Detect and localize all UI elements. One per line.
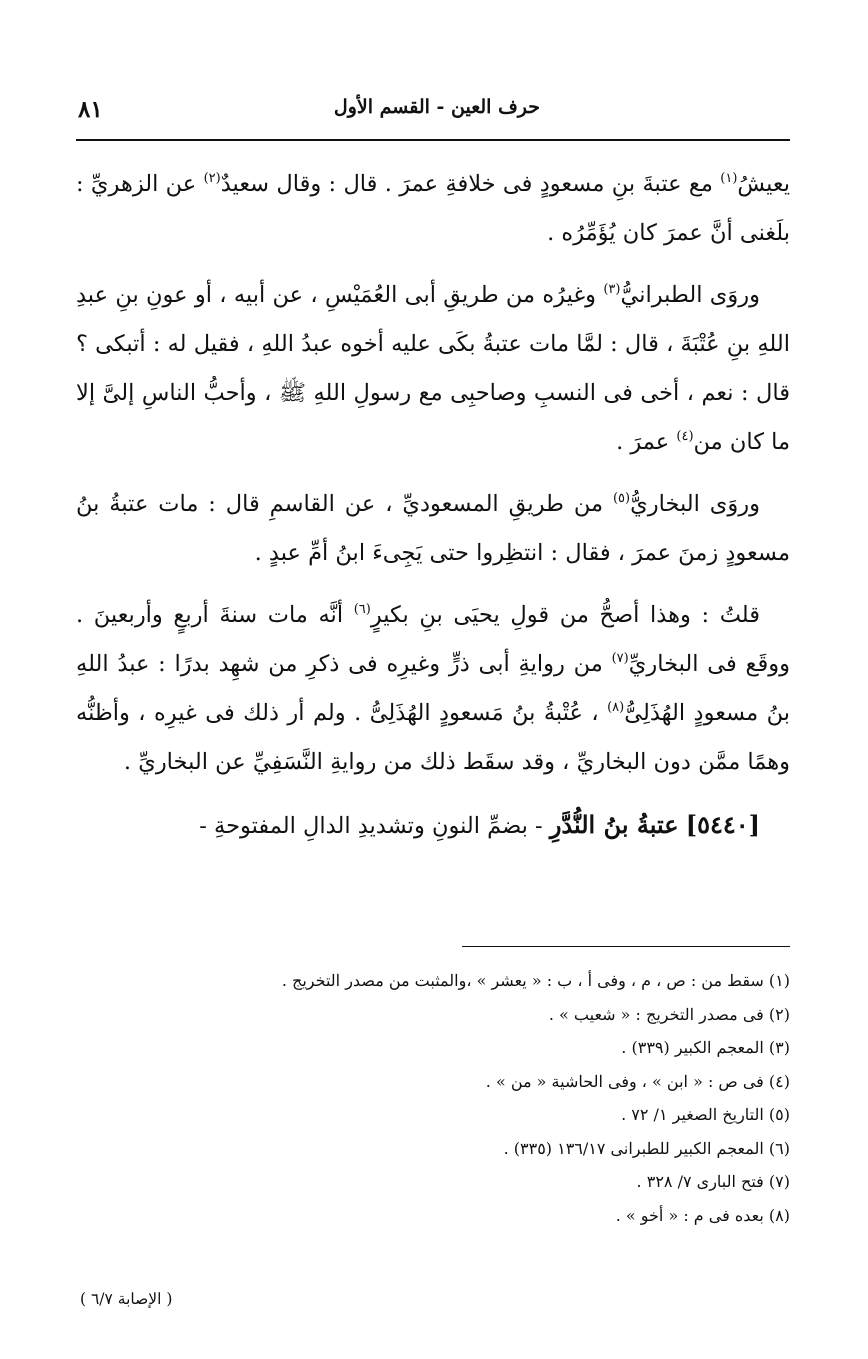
- text-run: عمرَ .: [616, 429, 677, 455]
- footnote-1: (١) سقط من : ص ، م ، وفى أ ، ب : « يعشر » ،والمثبت من مصدر التخريج .: [281, 971, 790, 990]
- text-run: يعيشُ: [737, 171, 790, 197]
- text-run: من طريقِ المسعوديِّ ، عن القاسمِ قال : مات عتبةُ بنُ مسعودٍ زمنَ عمرَ ، فقال : انتظِروا حتى يَجِىءَ ابنُ أمِّ عبدٍ .: [76, 491, 790, 566]
- paragraph-4: [76, 591, 790, 787]
- page-signature: ( الإصابة ٦/٧ ): [80, 1290, 173, 1308]
- footnote-ref-3[interactable]: (٣): [603, 282, 621, 297]
- running-title: حرف العين - القسم الأول: [333, 96, 540, 118]
- footnote-ref-5[interactable]: (٥): [612, 491, 631, 506]
- page-header: [76, 92, 790, 132]
- footnote-ref-2[interactable]: (٢): [203, 171, 221, 186]
- text-run: من روايةِ أبى ذرٍّ وغيرِه فى ذكرِ من شهِد بدرًا : عبدُ اللهِ بنُ مسعودٍ الهُذَلِىُّ: [76, 651, 790, 726]
- footnote-ref-4[interactable]: (٤): [676, 429, 694, 444]
- text-run: مع عتبةَ بنِ مسعودٍ فى خلافةِ عمرَ . قال : وقال سعيدٌ: [220, 171, 721, 197]
- text-run: قلتُ : وهذا أصحُّ من قولِ يحيَى بنِ بكيرٍ: [370, 602, 760, 628]
- entry-note: - بضمِّ النونِ وتشديدِ الدالِ المفتوحةِ -: [199, 813, 550, 839]
- header-rule: [76, 139, 790, 141]
- footnote-ref-6[interactable]: (٦): [353, 602, 371, 617]
- paragraph-2: [76, 271, 790, 467]
- entry-name: عتبةُ بنُ النُّدَّرِ: [549, 810, 679, 839]
- footnote-7: (٧) فتح البارى ٧/ ٣٢٨ .: [636, 1172, 790, 1191]
- footnote-separator: [462, 946, 790, 947]
- text-run: أنَّه مات سنةَ أربعٍ وأربعينَ . ووقَع فى البخاريِّ: [76, 602, 791, 677]
- entry-number: [٥٤٤٠]: [685, 810, 760, 839]
- footnote-8: (٨) بعده فى م : « أخو » .: [615, 1205, 790, 1225]
- text-run: وروَى البخاريُّ: [630, 491, 760, 517]
- footnote-ref-1[interactable]: (١): [720, 171, 738, 186]
- text-run: وغيرُه من طريقِ أبى العُمَيْسِ ، عن أبيه ، أو عونِ بنِ عبدِ اللهِ بنِ عُتْبَةَ ، قال : لمَّا مات عتبةُ بكَى عليه أخوه عبدُ اللهِ ، فقيل له : أتبكى ؟ قال : نعم ، أخى فى النسبِ وصاحبِى مع رسولِ اللهِ ﷺ ، وأحبُّ الناسِ إلىَّ إلا ما كان من: [76, 282, 790, 455]
- text-run: ، عُتْبةُ بنُ مَسعودٍ الهُذَلِىُّ . ولم أر ذلك فى غيرِه ، وأظنُّه وهمًا ممَّن دون البخاريِّ ، وقد سقَط ذلك من روايةِ النَّسَفِيِّ عن البخاريِّ .: [76, 700, 790, 775]
- paragraph-1: [76, 160, 790, 258]
- footnotes: [76, 964, 790, 1232]
- text-run: وروَى الطبرانيُّ: [620, 282, 760, 308]
- entry-heading: [76, 800, 790, 851]
- page-number: ٨١: [78, 96, 103, 123]
- footnote-6: (٦) المعجم الكبير للطبرانى ١٣٦/١٧ (٣٣٥) .: [503, 1138, 790, 1158]
- main-text: [76, 160, 790, 864]
- footnote-ref-8[interactable]: (٨): [607, 700, 625, 715]
- footnote-ref-7[interactable]: (٧): [611, 651, 629, 666]
- footnote-4: (٤) فى ص : « ابن » ، وفى الحاشية « من » .: [485, 1071, 790, 1091]
- footnote-3: (٣) المعجم الكبير (٣٣٩) .: [621, 1038, 790, 1057]
- footnote-2: (٢) فى مصدر التخريج : « شعيب » .: [548, 1004, 790, 1024]
- text-run: عن الزهريِّ : بلَغنى أنَّ عمرَ كان يُؤَمِّرُه .: [76, 171, 790, 246]
- footnote-5: (٥) التاريخ الصغير ١/ ٧٢ .: [621, 1105, 790, 1124]
- paragraph-3: [76, 480, 790, 578]
